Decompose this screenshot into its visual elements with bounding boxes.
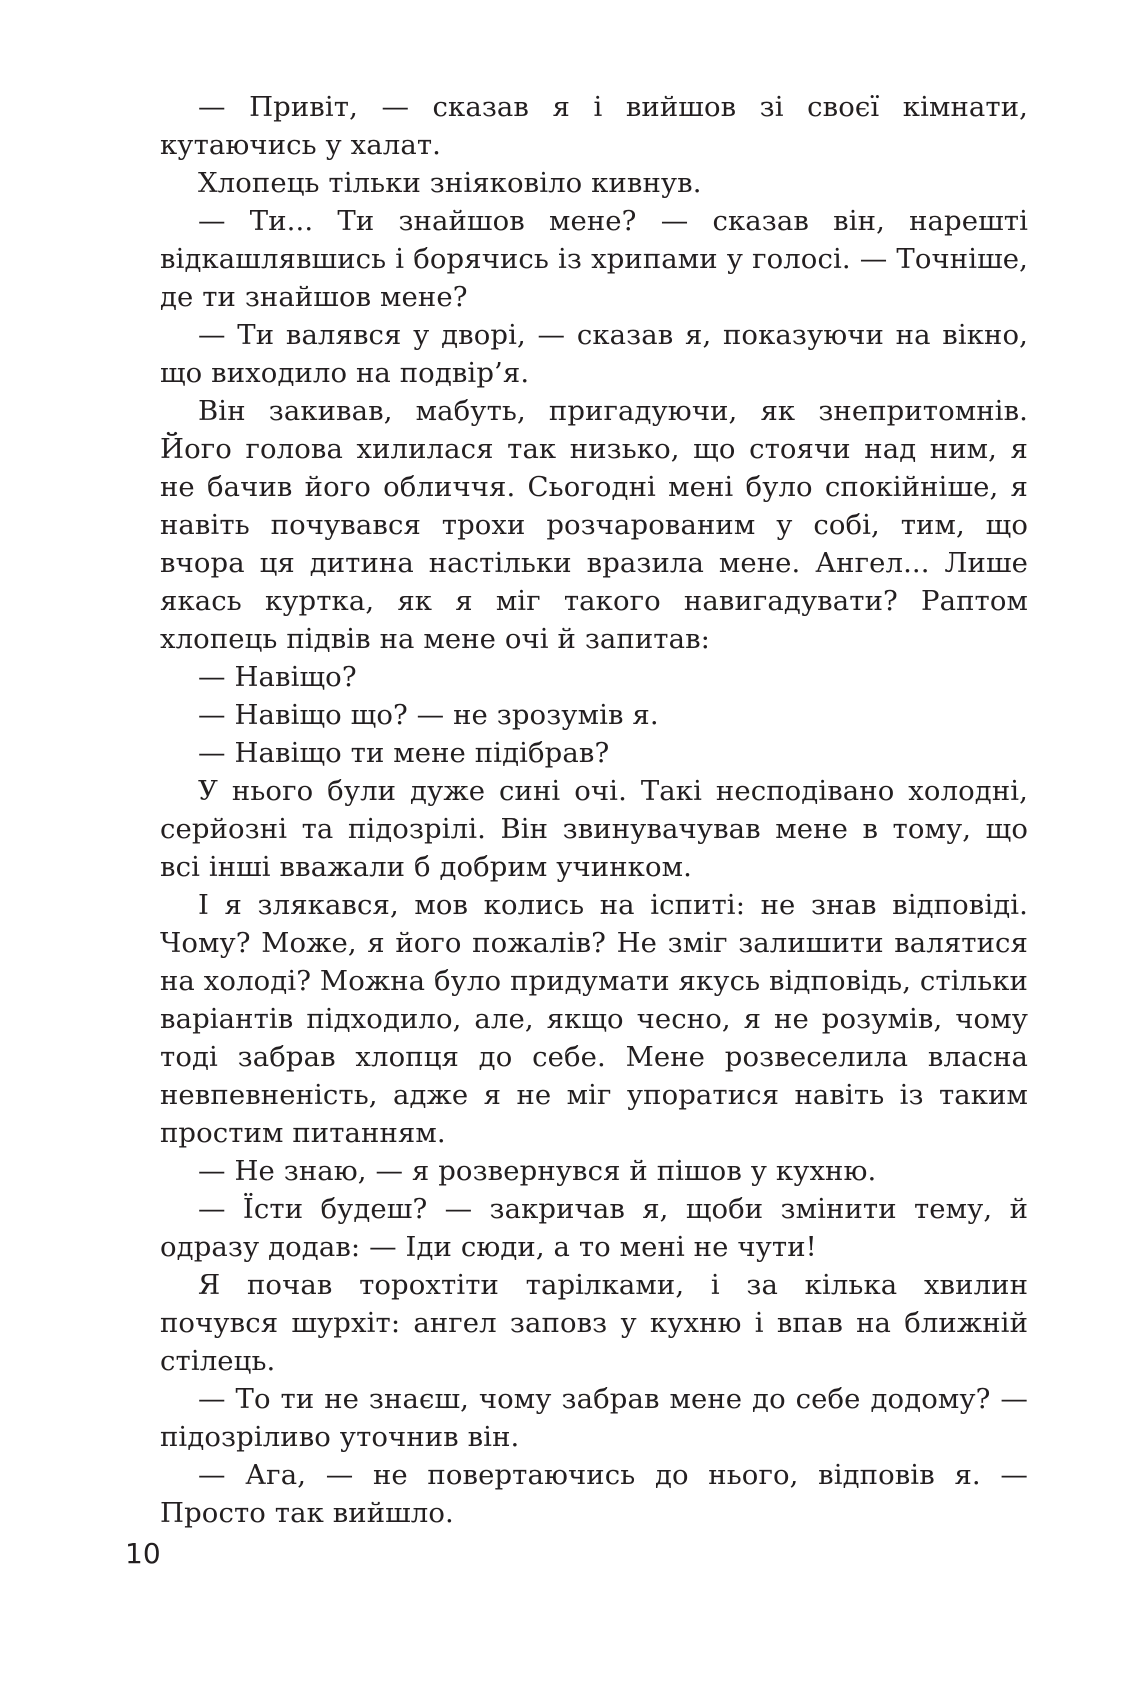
paragraph: — То ти не знаєш, чому забрав мене до себе додому? — підозріливо уточнив він. <box>160 1383 1028 1453</box>
paragraph: Він закивав, мабуть, пригадуючи, як знепритомнів. Його голова хилилася так низько, що стоячи над ним, я не бачив його обличчя. Сьогодні мені було спокійніше, я навіть почувався трохи розчарованим у собі, тим, що вчора ця дитина настільки вразила мене. Ангел... Лише якась куртка, як я міг такого навигадувати? Раптом хлопець підвів на мене очі й запитав: <box>160 395 1028 655</box>
paragraph: Я почав торохтіти тарілками, і за кілька хвилин почувся шурхіт: ангел заповз у кухню і впав на ближній стілець. <box>160 1269 1028 1377</box>
body-text <box>160 88 1028 1532</box>
paragraph: — Навіщо ти мене підібрав? <box>198 737 610 769</box>
paragraph: — Навіщо що? — не зрозумів я. <box>198 699 659 731</box>
paragraph: — Ти валявся у дворі, — сказав я, показуючи на вікно, що виходило на подвір’я. <box>160 319 1028 389</box>
paragraph: — Їсти будеш? — закричав я, щоби змінити тему, й одразу додав: — Іди сюди, а то мені не чути! <box>160 1193 1028 1263</box>
paragraph: — Привіт, — сказав я і вийшов зі своєї кімнати, кутаючись у халат. <box>160 91 1028 161</box>
page-number: 10 <box>125 1537 161 1570</box>
paragraph: — Навіщо? <box>198 661 357 693</box>
paragraph: У нього були дуже сині очі. Такі несподівано холодні, серйозні та підозрілі. Він звинувачував мене в тому, що всі інші вважали б добрим учинком. <box>160 775 1028 883</box>
paragraph: — Не знаю, — я розвернувся й пішов у кухню. <box>198 1155 877 1187</box>
paragraph: Хлопець тільки зніяковіло кивнув. <box>198 167 702 199</box>
paragraph: — Ти... Ти знайшов мене? — сказав він, нарешті відкашлявшись і борячись із хрипами у голосі. — Точніше, де ти знайшов мене? <box>160 205 1028 313</box>
paragraph: І я злякався, мов колись на іспиті: не знав відповіді. Чому? Може, я його пожалів? Не зміг залишити валятися на холоді? Можна було придумати якусь відповідь, стільки варіантів підходило, але, якщо чесно, я не розумів, чому тоді забрав хлопця до себе. Мене розвеселила власна невпевненість, адже я не міг упоратися навіть із таким простим питанням. <box>160 889 1028 1149</box>
paragraph: — Ага, — не повертаючись до нього, відповів я. — Просто так вийшло. <box>160 1459 1028 1529</box>
